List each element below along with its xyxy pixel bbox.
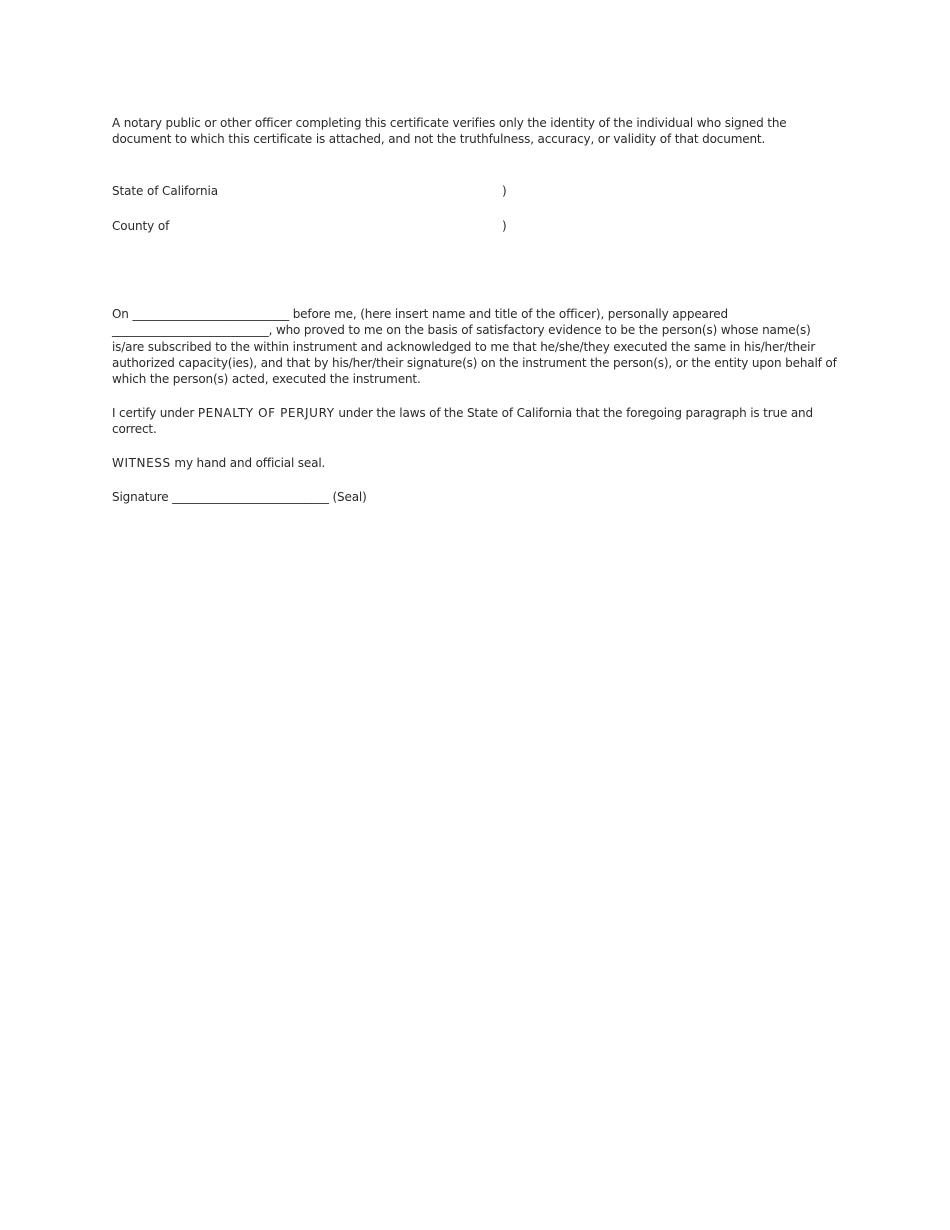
before-me-text: before me, (here insert name and title of the officer), personally appeared <box>292 307 728 321</box>
witness-rest: my hand and official seal. <box>174 456 326 470</box>
state-paren: ) <box>502 184 507 198</box>
witness-word: WITNESS <box>112 456 171 470</box>
notary-disclaimer: A notary public or other officer completing this certificate verifies only the identity of the individual who signed the document to which this certificate is attached, and not the truthfulness, accuracy, or validity of that document. <box>112 116 787 147</box>
county-paren: ) <box>502 219 507 233</box>
date-blank[interactable]: ___________________________ <box>132 307 290 321</box>
witness-line <box>112 455 840 471</box>
certify-suffix: under the laws of the State of California that the foregoing paragraph is true and correct. <box>112 406 813 437</box>
signature-label: Signature <box>112 490 169 504</box>
county-label: County of <box>112 219 170 233</box>
acknowledgment-paragraph <box>112 306 840 387</box>
on-label: On <box>112 307 129 321</box>
seal-label: (Seal) <box>332 490 367 504</box>
acknowledgment-body: , who proved to me on the basis of satisfactory evidence to be the person(s) whose name(s) is/are subscribed to the within instrument and acknowledged to me that he/she/they executed the same in his/her/their authorized capacity(ies), and that by his/her/their signature(s) on the instrument the person(s), or the entity upon behalf of which the person(s) acted, executed the instrument. <box>112 323 837 387</box>
state-label: State of California <box>112 184 219 198</box>
signature-line <box>112 489 840 505</box>
certify-paragraph <box>112 405 840 438</box>
penalty-of-perjury: PENALTY OF PERJURY <box>197 406 335 420</box>
signature-blank[interactable]: ___________________________ <box>172 490 329 504</box>
certify-prefix: I certify under <box>112 406 195 420</box>
appeared-name-blank[interactable]: ___________________________ <box>112 323 269 338</box>
